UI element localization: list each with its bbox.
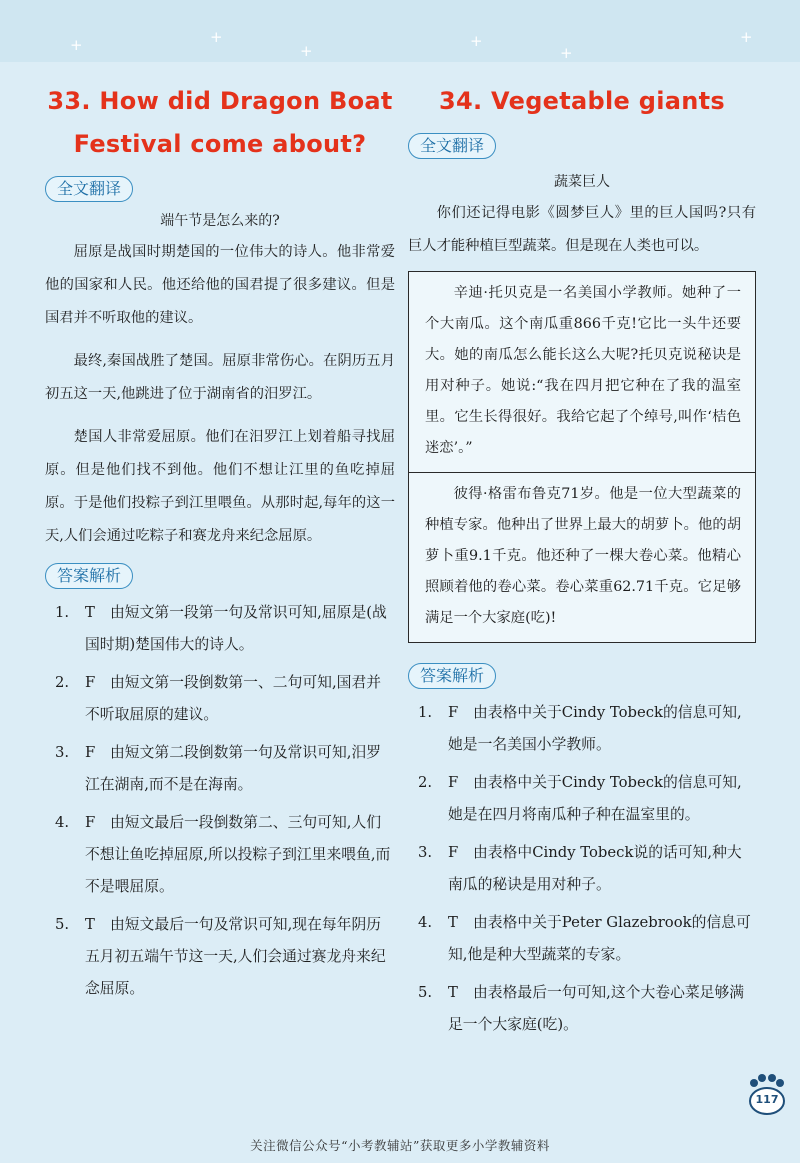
answer-number: 5. — [55, 916, 70, 933]
translation-subtitle: 端午节是怎么来的? — [160, 213, 280, 229]
answer-explanation: 由表格中Cindy Tobeck说的话可知,种大南瓜的秘诀是用对种子。 — [448, 844, 742, 893]
answer-item — [408, 907, 756, 971]
answer-item — [408, 977, 756, 1041]
answer-item — [45, 667, 395, 731]
answer-key: F — [85, 674, 96, 691]
answer-key: F — [85, 814, 96, 831]
answer-key: F — [85, 744, 96, 761]
answer-number: 1. — [55, 604, 70, 621]
left-column — [45, 80, 395, 1011]
translation-paragraph-1: 屈原是战国时期楚国的一位伟大的诗人。他非常爱他的国家和人民。他还给他的国君提了很多建议。但是国君并不听取他的建议。 — [45, 244, 395, 326]
answer-item — [45, 737, 395, 801]
answer-key: T — [448, 984, 458, 1001]
answer-badge: 答案解析 — [45, 563, 133, 589]
answer-key: T — [448, 914, 458, 931]
answer-key: T — [85, 916, 95, 933]
answer-explanation: 由短文最后一段倒数第二、三句可知,人们不想让鱼吃掉屈原,所以投粽子到江里来喂鱼,而不是喂屈原。 — [85, 814, 391, 895]
info-table-text: 彼得·格雷布鲁克71岁。他是一位大型蔬菜的种植专家。他种出了世界上最大的胡萝卜。他的胡萝卜重9.1千克。他还种了一棵大卷心菜。他精心照顾着他的卷心菜。卷心菜重62.71千克。它足够满足一个大家庭(吃)! — [425, 486, 741, 626]
answer-item — [408, 697, 756, 761]
answer-explanation: 由短文最后一句及常识可知,现在每年阴历五月初五端午节这一天,人们会通过赛龙舟来纪念屈原。 — [85, 916, 386, 997]
page-number: 117 — [755, 1093, 779, 1106]
answer-number: 1. — [418, 704, 433, 721]
answer-number: 5. — [418, 984, 433, 1001]
answer-explanation: 由表格中关于Cindy Tobeck的信息可知,她是在四月将南瓜种子种在温室里的。 — [448, 774, 742, 823]
sparkle-icon: + — [70, 36, 83, 54]
top-decorative-band — [0, 0, 800, 62]
answer-key: T — [85, 604, 95, 621]
title-line-1: 33. How did Dragon Boat — [47, 87, 393, 115]
info-table — [408, 271, 756, 643]
sparkle-icon: + — [470, 32, 483, 50]
answer-explanation: 由短文第一段倒数第一、二句可知,国君并不听取屈原的建议。 — [85, 674, 382, 723]
passage-33-title — [45, 80, 395, 166]
answer-item — [45, 807, 395, 903]
translation-subtitle: 蔬菜巨人 — [554, 174, 610, 190]
answer-badge: 答案解析 — [408, 663, 496, 689]
sparkle-icon: + — [560, 44, 573, 62]
translation-badge: 全文翻译 — [45, 176, 133, 202]
answer-number: 3. — [55, 744, 70, 761]
answer-explanation: 由短文第二段倒数第一句及常识可知,汨罗江在湖南,而不是在海南。 — [85, 744, 382, 793]
answer-list — [45, 597, 395, 1005]
answer-key: F — [448, 704, 459, 721]
answer-number: 2. — [55, 674, 70, 691]
answer-number: 3. — [418, 844, 433, 861]
translation-paragraph-2: 最终,秦国战胜了楚国。屈原非常伤心。在阴历五月初五这一天,他跳进了位于湖南省的汨罗江。 — [45, 353, 395, 402]
answer-number: 4. — [418, 914, 433, 931]
answer-key: F — [448, 774, 459, 791]
answer-item — [408, 837, 756, 901]
sparkle-icon: + — [300, 42, 313, 60]
answer-number: 4. — [55, 814, 70, 831]
footer-note: 关注微信公众号“小考教辅站”获取更多小学教辅资料 — [250, 1138, 550, 1153]
sparkle-icon: + — [210, 28, 223, 46]
info-table-text: 辛迪·托贝克是一名美国小学教师。她种了一个大南瓜。这个南瓜重866千克!它比一头牛还要大。她的南瓜怎么能长这么大呢?托贝克说秘诀是用对种子。她说:“我在四月把它种在了我的温室里。它生长得很好。我给它起了个绰号,叫作‘桔色迷恋’。” — [425, 285, 741, 456]
info-table-cell-cindy — [409, 272, 755, 472]
answer-explanation: 由表格中关于Peter Glazebrook的信息可知,他是种大型蔬菜的专家。 — [448, 914, 751, 963]
passage-34-title: 34. Vegetable giants — [438, 87, 726, 115]
answer-key: F — [448, 844, 459, 861]
translation-intro: 你们还记得电影《圆梦巨人》里的巨人国吗?只有巨人才能种植巨型蔬菜。但是现在人类也可以。 — [408, 205, 756, 254]
answer-number: 2. — [418, 774, 433, 791]
answer-explanation: 由表格最后一句可知,这个大卷心菜足够满足一个大家庭(吃)。 — [448, 984, 745, 1033]
answer-item — [45, 597, 395, 661]
translation-paragraph-3: 楚国人非常爱屈原。他们在汨罗江上划着船寻找屈原。但是他们找不到他。他们不想让江里的鱼吃掉屈原。于是他们投粽子到江里喂鱼。从那时起,每年的这一天,人们会通过吃粽子和赛龙舟来纪念屈原。 — [45, 429, 395, 544]
answer-item — [45, 909, 395, 1005]
answer-list — [408, 697, 756, 1041]
right-column — [408, 80, 756, 1047]
translation-badge: 全文翻译 — [408, 133, 496, 159]
sparkle-icon: + — [740, 28, 753, 46]
title-line-2: Festival come about? — [73, 130, 367, 158]
answer-explanation: 由表格中关于Cindy Tobeck的信息可知,她是一名美国小学教师。 — [448, 704, 742, 753]
answer-explanation: 由短文第一段第一句及常识可知,屈原是(战国时期)楚国伟大的诗人。 — [85, 604, 387, 653]
info-table-cell-peter — [409, 472, 755, 642]
answer-item — [408, 767, 756, 831]
